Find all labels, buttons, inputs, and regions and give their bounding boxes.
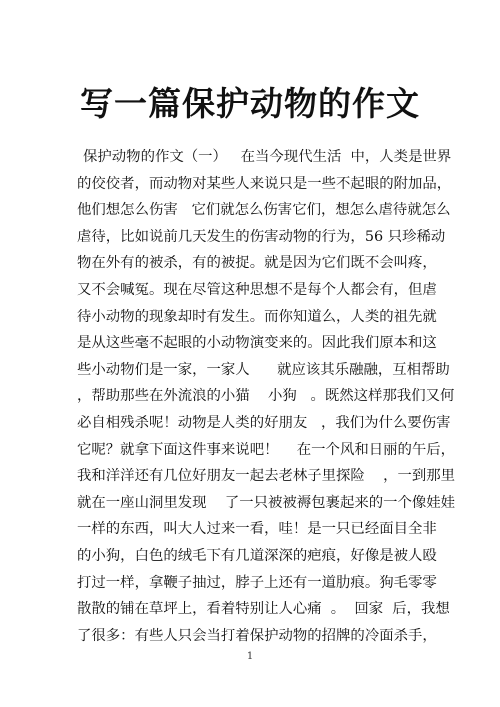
text-line: 它呢？就拿下面这件事来说吧！ 在一个风和日丽的午后， [77, 441, 456, 458]
text-line: 的佼佼者，而动物对某些人来说只是一些不起眼的附加品， [77, 175, 452, 192]
text-line: 了很多：有些人只会当打着保护动物的招牌的冷面杀手， [77, 627, 437, 644]
text-line: 保护动物的作文（一） 在当今现代生活 中，人类是世界 [83, 149, 452, 165]
text-line: 必自相残杀呢！动物是人类的好朋友 ，我们为什么要伤害 [77, 414, 451, 431]
text-line: 我和洋洋还有几位好朋友一起去老林子里探险 ，一到那里 [77, 468, 456, 485]
text-line: 些小动物们是一家，一家人 就应该其乐融融，互相帮助 [77, 361, 450, 378]
text-line: 散散的铺在草坪上，看着特别让人心痛 。 回家 后，我想 [77, 601, 450, 618]
text-line: ，帮助那些在外流浪的小猫 小狗 。既然这样那我们又何 [77, 388, 455, 405]
text-line: 是从这些毫不起眼的小动物演变来的。因此我们原本和这 [77, 335, 437, 352]
body-text [77, 144, 456, 649]
text-line: 就在一座山洞里发现 了一只被被褥包裹起来的一个像娃娃 [77, 494, 456, 511]
text-line: 虐待，比如说前几天发生的伤害动物的行为，56 只珍稀动 [77, 228, 446, 245]
text-line: 物在外有的被杀，有的被捉。就是因为它们既不会叫疼， [77, 255, 437, 272]
text-line: 打过一样，拿鞭子抽过，脖子上还有一道肋痕。狗毛零零 [77, 574, 437, 591]
text-line: 待小动物的现象却时有发生。而你知道么，人类的祖先就 [77, 308, 437, 325]
text-line: 的小狗，白色的绒毛下有几道深深的疤痕，好像是被人殴 [77, 547, 437, 564]
text-line: 一样的东西，叫大人过来一看，哇！是一只已经面目全非 [77, 521, 437, 538]
document-title: 写一篇保护动物的作文 [80, 84, 420, 123]
text-line: 又不会喊冤。现在尽管这种思想不是每个人都会有，但虐 [77, 281, 437, 298]
page-number: 1 [246, 651, 254, 662]
text-line: 他们想怎么伤害 它们就怎么伤害它们，想怎么虐待就怎么 [77, 202, 451, 219]
